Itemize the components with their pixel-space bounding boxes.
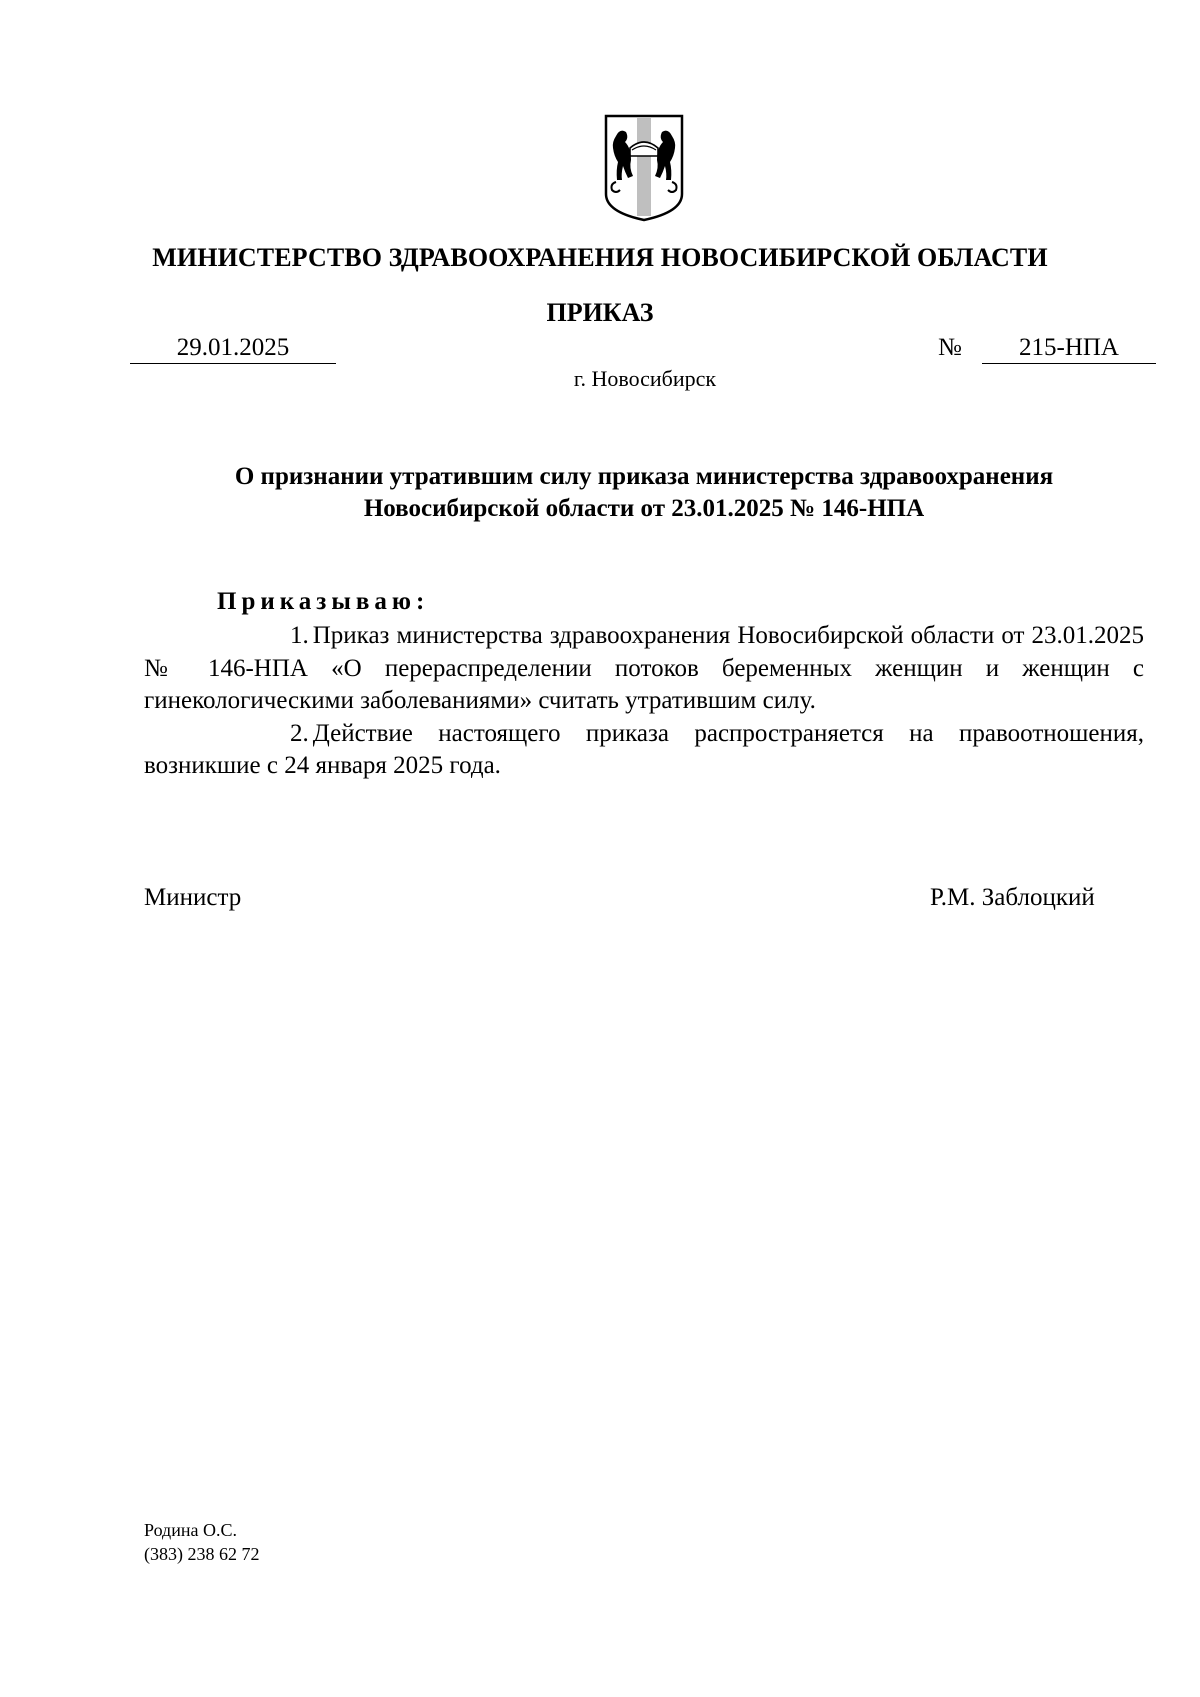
signer-name: Р.М. Заблоцкий [930, 884, 1095, 911]
item-text: Действие настоящего приказа распространяется на правоотношения, возникшие с 24 января 2025 года. [144, 719, 1144, 779]
signer-position: Министр [144, 884, 242, 911]
item-text: Приказ министерства здравоохранения Новосибирской области от 23.01.2025 № 146-НПА «О перераспределении потоков беременных женщин и женщин с гинекологическими заболеваниями» считать утратившим силу. [144, 622, 1144, 714]
order-heading: Приказываю: [217, 588, 430, 615]
coat-of-arms-icon [602, 112, 686, 224]
coat-of-arms-emblem [602, 112, 686, 224]
executor-name: Родина О.С. [144, 1520, 237, 1540]
order-subject [144, 461, 1144, 525]
subject-line: Новосибирской области от 23.01.2025 № 146-НПА [363, 495, 925, 522]
ministry-title: МИНИСТЕРСТВО ЗДРАВООХРАНЕНИЯ НОВОСИБИРСКОЙ ОБЛАСТИ [152, 243, 1048, 272]
executor-phone: (383) 238 62 72 [144, 1544, 260, 1564]
item-number: 2. [290, 719, 309, 747]
order-body [144, 620, 1144, 783]
order-date: 29.01.2025 [130, 333, 336, 364]
order-number: 215-НПА [982, 333, 1156, 364]
number-sign: № [938, 334, 962, 361]
document-type: ПРИКАЗ [546, 298, 654, 327]
subject-line: О признании утратившим силу приказа министерства здравоохранения [234, 463, 1054, 490]
order-item [144, 620, 1144, 718]
issue-city: г. Новосибирск [573, 366, 717, 391]
item-number: 1. [290, 622, 309, 649]
order-item [144, 718, 1144, 783]
executor-block [144, 1518, 260, 1566]
